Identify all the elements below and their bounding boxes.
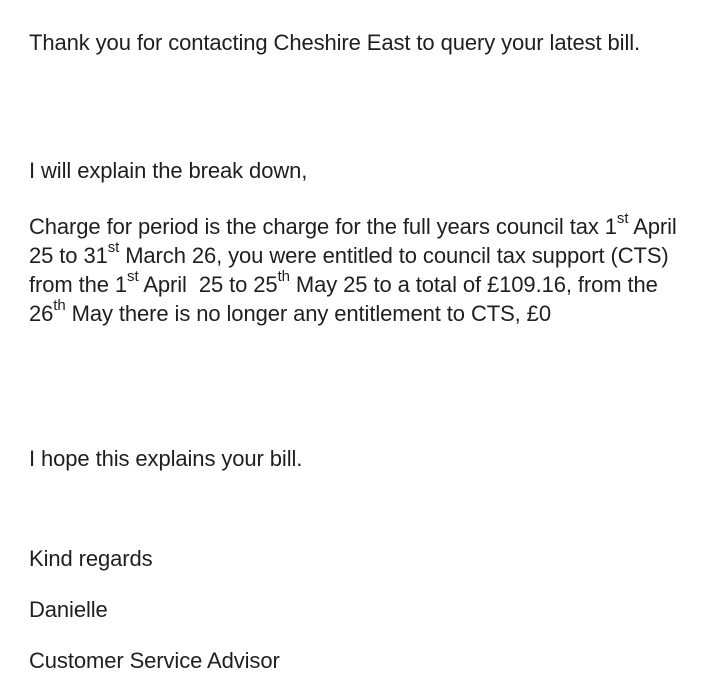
- ordinal-suffix: st: [107, 238, 120, 256]
- explanation-text-6: May there is no longer any entitlement to CTS, £0: [65, 301, 551, 326]
- ordinal-suffix: st: [127, 267, 139, 285]
- ordinal-suffix: th: [53, 296, 66, 314]
- explanation-paragraph: [29, 209, 697, 328]
- ordinal-suffix: th: [277, 267, 290, 285]
- explanation-text-3: March 26, you were entitled to council tax support (CTS) from the 1: [29, 243, 669, 297]
- greeting-paragraph: Thank you for contacting Cheshire East to query your latest bill.: [29, 30, 641, 55]
- explanation-text-2: April 25 to 31: [29, 214, 677, 268]
- explanation-text-1: Charge for period is the charge for the full years council tax 1: [29, 214, 617, 239]
- intro-paragraph: I will explain the break down,: [29, 158, 308, 183]
- sender-title: Customer Service Advisor: [29, 648, 280, 673]
- closing-paragraph: I hope this explains your bill.: [29, 446, 303, 471]
- explanation-text-4: April 25 to 25: [138, 272, 278, 297]
- ordinal-suffix: st: [616, 209, 629, 227]
- sign-off: Kind regards: [29, 546, 153, 571]
- sender-name: Danielle: [29, 597, 108, 622]
- explanation-text-5: May 25 to a total of £109.16, from the 26: [29, 272, 658, 326]
